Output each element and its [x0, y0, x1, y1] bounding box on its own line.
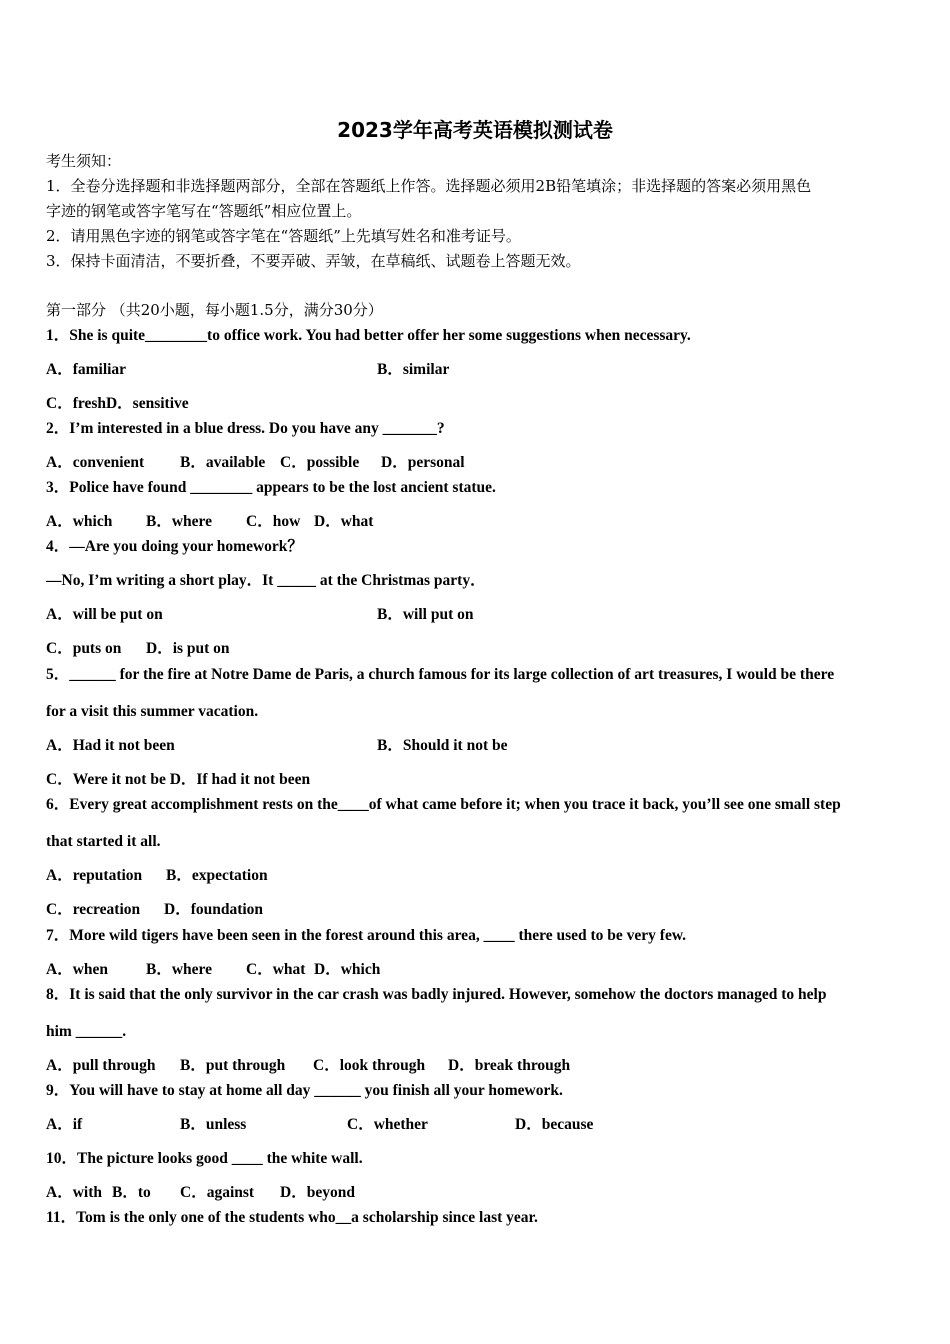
q1-option-b: B．similar — [377, 361, 450, 378]
q3-option-c: C．how — [246, 513, 301, 530]
q8-option-b: B．put through — [180, 1057, 286, 1074]
notice-line-3: 3．保持卡面清洁，不要折叠，不要弄破、弄皱，在草稿纸、试题卷上答题无效。 — [46, 252, 581, 270]
q6-option-c: C．recreation — [46, 901, 141, 918]
q9-option-a: A．if — [46, 1116, 83, 1133]
q10-option-c: C．against — [180, 1184, 255, 1201]
q7-option-a: A．when — [46, 961, 109, 978]
q2-option-a: A．convenient — [46, 454, 145, 471]
q5-option-a: A．Had it not been — [46, 737, 175, 754]
q2-option-d: D．personal — [381, 454, 465, 471]
q4-option-a: A．will be put on — [46, 606, 163, 623]
q3-option-b: B．where — [146, 513, 213, 530]
part-heading: 第一部分 （共20小题，每小题1.5分，满分30分） — [46, 301, 383, 319]
question-4-reply: —No, I’m writing a short play．It _____ at the Christmas party． — [46, 572, 486, 589]
question-4: 4．—Are you doing your homework？ — [46, 538, 303, 555]
q1-option-a: A．familiar — [46, 361, 127, 378]
q7-option-d: D．which — [314, 961, 381, 978]
question-6-cont: that started it all. — [46, 833, 161, 850]
question-8-cont: him ______. — [46, 1023, 127, 1040]
question-2: 2．I’m interested in a blue dress. Do you have any _______? — [46, 420, 445, 437]
page-title: 2023学年高考英语模拟测试卷 — [337, 118, 613, 142]
q2-option-b: B．available — [180, 454, 266, 471]
question-8: 8．It is said that the only survivor in the car crash was badly injured. However, somehow the doctors managed to help — [46, 986, 827, 1003]
notice-line-1b: 字迹的钢笔或答字笔写在“答题纸”相应位置上。 — [46, 202, 362, 220]
question-10: 10．The picture looks good ____ the white wall. — [46, 1150, 363, 1167]
q8-option-d: D．break through — [448, 1057, 571, 1074]
question-6: 6．Every great accomplishment rests on the____of what came before it; when you trace it back, you’ll see one small step — [46, 796, 841, 813]
q3-option-d: D．what — [314, 513, 374, 530]
q2-option-c: C．possible — [280, 454, 360, 471]
q7-option-b: B．where — [146, 961, 213, 978]
notice-line-1a: 1．全卷分选择题和非选择题两部分，全部在答题纸上作答。选择题必须用2B铅笔填涂；非选择题的答案必须用黑色 — [46, 177, 812, 195]
q8-option-a: A．pull through — [46, 1057, 156, 1074]
question-5-cont: for a visit this summer vacation. — [46, 703, 259, 720]
question-7: 7．More wild tigers have been seen in the forest around this area, ____ there used to be very few. — [46, 927, 687, 944]
q9-option-c: C．whether — [347, 1116, 428, 1133]
notice-line-2: 2．请用黑色字迹的钢笔或答字笔在“答题纸”上先填写姓名和准考证号。 — [46, 227, 521, 245]
q6-option-d: D．foundation — [164, 901, 264, 918]
q7-option-c: C．what — [246, 961, 306, 978]
question-5: 5．______ for the fire at Notre Dame de Paris, a church famous for its large collection of art treasures, I would be there — [46, 666, 835, 683]
question-1: 1．She is quite________to office work. You had better offer her some suggestions when necessary. — [46, 327, 691, 344]
question-3: 3．Police have found ________ appears to be the lost ancient statue. — [46, 479, 496, 496]
q6-option-a: A．reputation — [46, 867, 143, 884]
q4-option-c: C．puts on — [46, 640, 122, 657]
q4-option-d: D．is put on — [146, 640, 230, 657]
q9-option-b: B．unless — [180, 1116, 247, 1133]
q4-option-b: B．will put on — [377, 606, 474, 623]
q6-option-b: B．expectation — [166, 867, 268, 884]
q9-option-d: D．because — [515, 1116, 594, 1133]
q1-option-cd: C．freshD．sensitive — [46, 395, 189, 412]
q10-option-b: B．to — [112, 1184, 151, 1201]
q8-option-c: C．look through — [313, 1057, 426, 1074]
q5-option-cd: C．Were it not be D．If had it not been — [46, 771, 311, 788]
q5-option-b: B．Should it not be — [377, 737, 508, 754]
question-11: 11．Tom is the only one of the students who__a scholarship since last year. — [46, 1209, 538, 1226]
q3-option-a: A．which — [46, 513, 113, 530]
notice-header: 考生须知： — [46, 152, 122, 170]
question-9: 9．You will have to stay at home all day ______ you finish all your homework. — [46, 1082, 563, 1099]
q10-option-d: D．beyond — [280, 1184, 355, 1201]
q10-option-a: A．with — [46, 1184, 102, 1201]
